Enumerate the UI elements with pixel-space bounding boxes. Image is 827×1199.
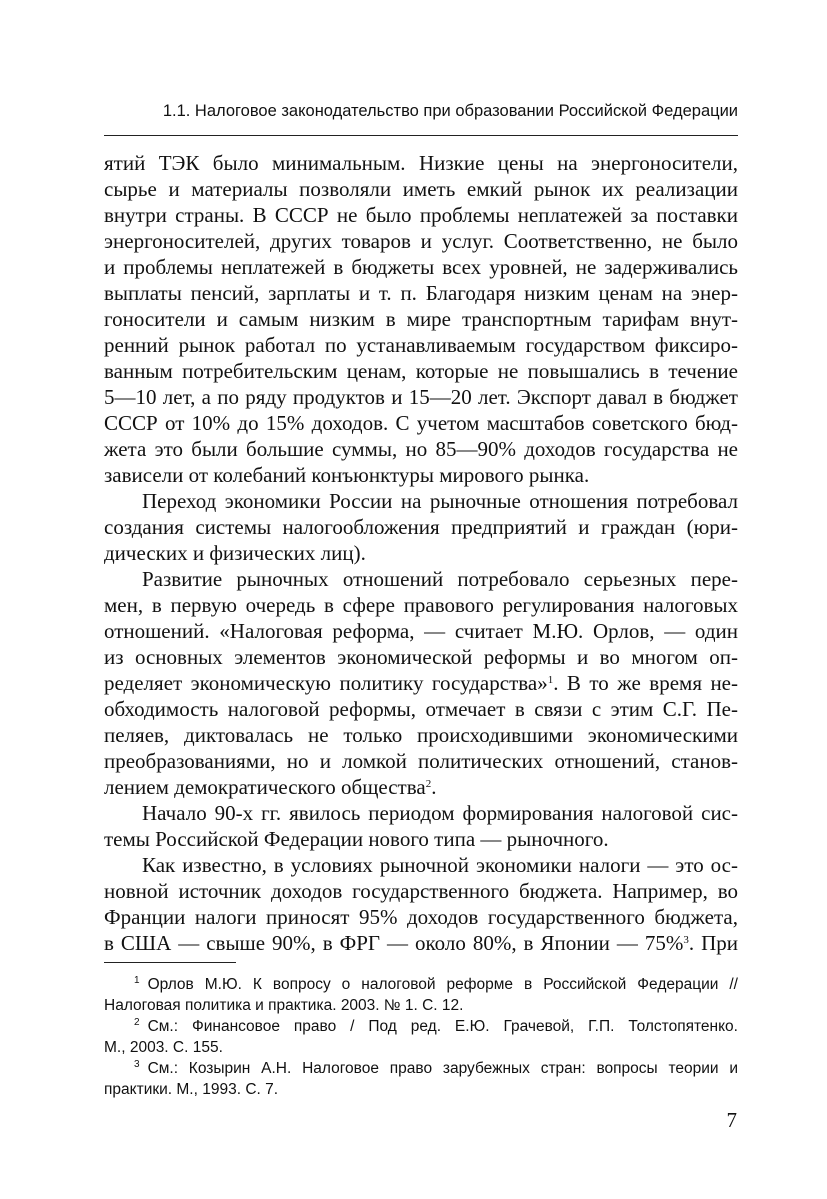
text-segment: обходимость налоговой реформы, отмечает в связи с этим С.Г. Пе- xyxy=(104,697,738,721)
footnote-number: 1 xyxy=(134,975,140,986)
text-line xyxy=(104,852,738,878)
footnote-reference: 1 xyxy=(547,674,554,686)
footnote-text: Орлов М.Ю. К вопросу о налоговой реформе в Российской Федерации // xyxy=(147,976,738,993)
footnote-line xyxy=(104,1016,738,1037)
text-segment: из основных элементов экономической реформы и во многом оп- xyxy=(104,645,738,669)
text-line xyxy=(104,774,738,800)
text-segment: Переход экономики России на рыночные отношения потребовал xyxy=(142,489,738,513)
footnote-line xyxy=(104,1079,738,1100)
text-line xyxy=(104,800,738,826)
text-segment: СССР от 10% до 15% доходов. С учетом масштабов советского бюд- xyxy=(104,411,738,435)
text-segment: ятий ТЭК было минимальным. Низкие цены на энергоносители, xyxy=(104,151,738,175)
text-line xyxy=(104,540,738,566)
footnote-separator xyxy=(104,962,236,963)
footnote-line xyxy=(104,1058,738,1079)
paragraph xyxy=(104,800,738,852)
footnote-number: 3 xyxy=(134,1059,140,1070)
text-segment: и проблемы неплатежей в бюджеты всех уровней, не задерживались xyxy=(104,255,738,279)
footnote-text: См.: Козырин А.Н. Налоговое право зарубежных стран: вопросы теории и xyxy=(147,1060,738,1077)
text-segment: жета это были большие суммы, но 85—90% доходов государства не xyxy=(104,437,738,461)
text-line xyxy=(104,878,738,904)
running-header: 1.1. Налоговое законодательство при образовании Российской Федерации xyxy=(162,102,738,120)
footnote-text: См.: Финансовое право / Под ред. Е.Ю. Грачевой, Г.П. Толстопятенко. xyxy=(147,1018,738,1035)
text-line xyxy=(104,176,738,202)
footnote-reference: 2 xyxy=(425,778,432,790)
footnote-text: практики. М., 1993. С. 7. xyxy=(104,1081,279,1098)
text-segment: Франции налоги приносят 95% доходов государственного бюджета, xyxy=(104,905,738,929)
footnote-line xyxy=(104,974,738,995)
paragraph xyxy=(104,150,738,488)
text-line xyxy=(104,826,738,852)
footnote-line xyxy=(104,1037,738,1058)
text-segment: энергоносителей, других товаров и услуг. Соответственно, не было xyxy=(104,229,738,253)
text-segment: зависели от колебаний конъюнктуры мирового рынка. xyxy=(104,463,590,487)
text-line xyxy=(104,462,738,488)
text-line xyxy=(104,722,738,748)
text-segment: сырье и материалы позволяли иметь емкий рынок их реализации xyxy=(104,177,738,201)
text-segment: лением демократического общества xyxy=(104,775,426,799)
text-segment: преобразованиями, но и ломкой политических отношений, станов- xyxy=(104,749,738,773)
footnote xyxy=(104,1016,738,1058)
text-segment: мен, в первую очередь в сфере правового регулирования налоговых xyxy=(104,593,738,617)
text-segment: . При xyxy=(688,931,738,955)
text-segment: темы Российской Федерации нового типа — рыночного. xyxy=(104,827,609,851)
footnote-line xyxy=(104,995,738,1016)
text-segment: отношений. «Налоговая реформа, — считает М.Ю. Орлов, — один xyxy=(104,619,738,643)
footnote-text: М., 2003. С. 155. xyxy=(104,1039,223,1056)
text-segment: 5—10 лет, а по ряду продуктов и 15—20 лет. Экспорт давал в бюджет xyxy=(104,385,738,409)
footnote-text: Налоговая политика и практика. 2003. № 1. С. 12. xyxy=(104,997,464,1014)
text-segment: ванным потребительским ценам, которые не повышались в течение xyxy=(104,359,738,383)
paragraph xyxy=(104,566,738,800)
text-line xyxy=(104,436,738,462)
text-segment: выплаты пенсий, зарплаты и т. п. Благодаря низким ценам на энер- xyxy=(104,281,738,305)
text-line xyxy=(104,696,738,722)
footnote-number: 2 xyxy=(134,1017,140,1028)
text-segment: . В то же время не- xyxy=(553,671,738,695)
text-line xyxy=(104,150,738,176)
text-line xyxy=(104,306,738,332)
main-text xyxy=(104,150,738,956)
text-segment: пеляев, диктовалась не только происходившими экономическими xyxy=(104,723,738,747)
text-segment: создания системы налогообложения предприятий и граждан (юри- xyxy=(104,515,738,539)
text-line xyxy=(104,384,738,410)
text-segment: Начало 90-х гг. явилось периодом формирования налоговой сис- xyxy=(142,801,738,825)
text-line xyxy=(104,254,738,280)
text-line xyxy=(104,410,738,436)
text-line xyxy=(104,358,738,384)
paragraph xyxy=(104,852,738,956)
text-line xyxy=(104,202,738,228)
text-segment: внутри страны. В СССР не было проблемы неплатежей за поставки xyxy=(104,203,738,227)
text-segment: ренний рынок работал по устанавливаемым государством фиксиро- xyxy=(104,333,738,357)
text-line xyxy=(104,488,738,514)
text-line xyxy=(104,618,738,644)
text-line xyxy=(104,930,738,956)
text-segment: Как известно, в условиях рыночной экономики налоги — это ос- xyxy=(142,853,738,877)
text-segment: дических и физических лиц). xyxy=(104,541,366,565)
text-segment: . xyxy=(431,775,437,799)
footnote xyxy=(104,1058,738,1100)
text-line xyxy=(104,748,738,774)
text-line xyxy=(104,670,738,696)
text-segment: Развитие рыночных отношений потребовало серьезных пере- xyxy=(142,567,738,591)
paragraph xyxy=(104,488,738,566)
text-line xyxy=(104,514,738,540)
text-segment: новной источник доходов государственного бюджета. Например, во xyxy=(104,879,738,903)
text-line xyxy=(104,280,738,306)
footnote xyxy=(104,974,738,1016)
footnotes xyxy=(104,974,738,1100)
text-line xyxy=(104,228,738,254)
text-segment: в США — свыше 90%, в ФРГ — около 80%, в Японии — 75% xyxy=(104,931,684,955)
text-line xyxy=(104,904,738,930)
text-line xyxy=(104,644,738,670)
footnote-reference: 3 xyxy=(683,934,689,946)
text-segment: ределяет экономическую политику государства» xyxy=(104,671,548,695)
text-line xyxy=(104,332,738,358)
text-line xyxy=(104,566,738,592)
text-segment: гоносители и самым низким в мире транспортным тарифам внут- xyxy=(104,307,738,331)
page-number: 7 xyxy=(726,1108,737,1132)
text-line xyxy=(104,592,738,618)
header-rule xyxy=(104,135,738,136)
